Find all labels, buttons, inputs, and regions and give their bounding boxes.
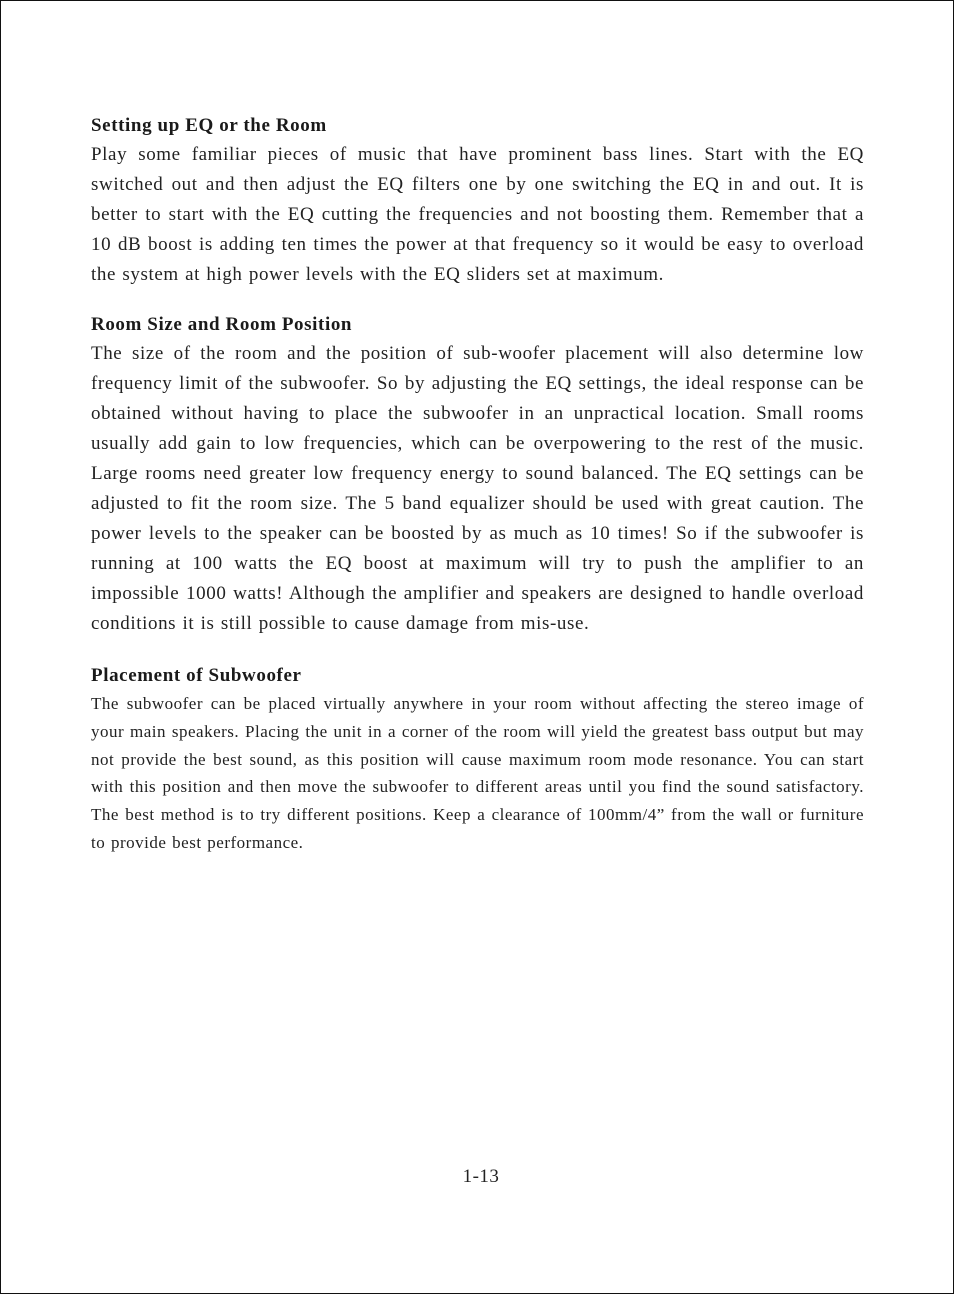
section-title-room-size: Room Size and Room Position bbox=[91, 314, 353, 335]
section-body-room-size: The size of the room and the position of sub-woofer placement will also determine low frequency limit of the subwoofer. So by adjusting the EQ settings, the ideal response can be obtained without having to place the subwoofer in an unpractical location. Small rooms usually add gain to low frequencies, which can be overpowering to the rest of the music. Large rooms need greater low frequency energy to sound balanced. The EQ settings can be adjusted to fit the room size. The 5 band equalizer should be used with great caution. The power levels to the speaker can be boosted by as much as 10 times! So if the subwoofer is running at 100 watts the EQ boost at maximum will try to push the amplifier to an impossible 1000 watts! Although the amplifier and speakers are designed to handle overload conditions it is still possible to cause damage from mis-use. bbox=[91, 343, 864, 634]
section-room-size bbox=[91, 312, 864, 639]
section-title-eq-setup: Setting up EQ or the Room bbox=[91, 115, 327, 136]
page-content bbox=[91, 113, 864, 857]
section-body-placement: The subwoofer can be placed virtually anywhere in your room without affecting the stereo image of your main speakers. Placing the unit in a corner of the room will yield the greatest bass output but may not provide the best sound, as this position will cause maximum room mode resonance. You can start with this position and then move the subwoofer to different areas until you find the sound satisfactory. The best method is to try different positions. Keep a clearance of 100mm/4” from the wall or furniture to provide best performance. bbox=[91, 694, 864, 852]
page-number: 1-13 bbox=[462, 1166, 500, 1187]
section-eq-setup bbox=[91, 113, 864, 290]
section-title-placement: Placement of Subwoofer bbox=[91, 665, 302, 686]
section-placement bbox=[91, 663, 864, 857]
section-body-eq-setup: Play some familiar pieces of music that have prominent bass lines. Start with the EQ switched out and then adjust the EQ filters one by one switching the EQ in and out. It is better to start with the EQ cutting the frequencies and not boosting them. Remember that a 10 dB boost is adding ten times the power at that frequency so it would be easy to overload the system at high power levels with the EQ sliders set at maximum. bbox=[91, 144, 864, 285]
